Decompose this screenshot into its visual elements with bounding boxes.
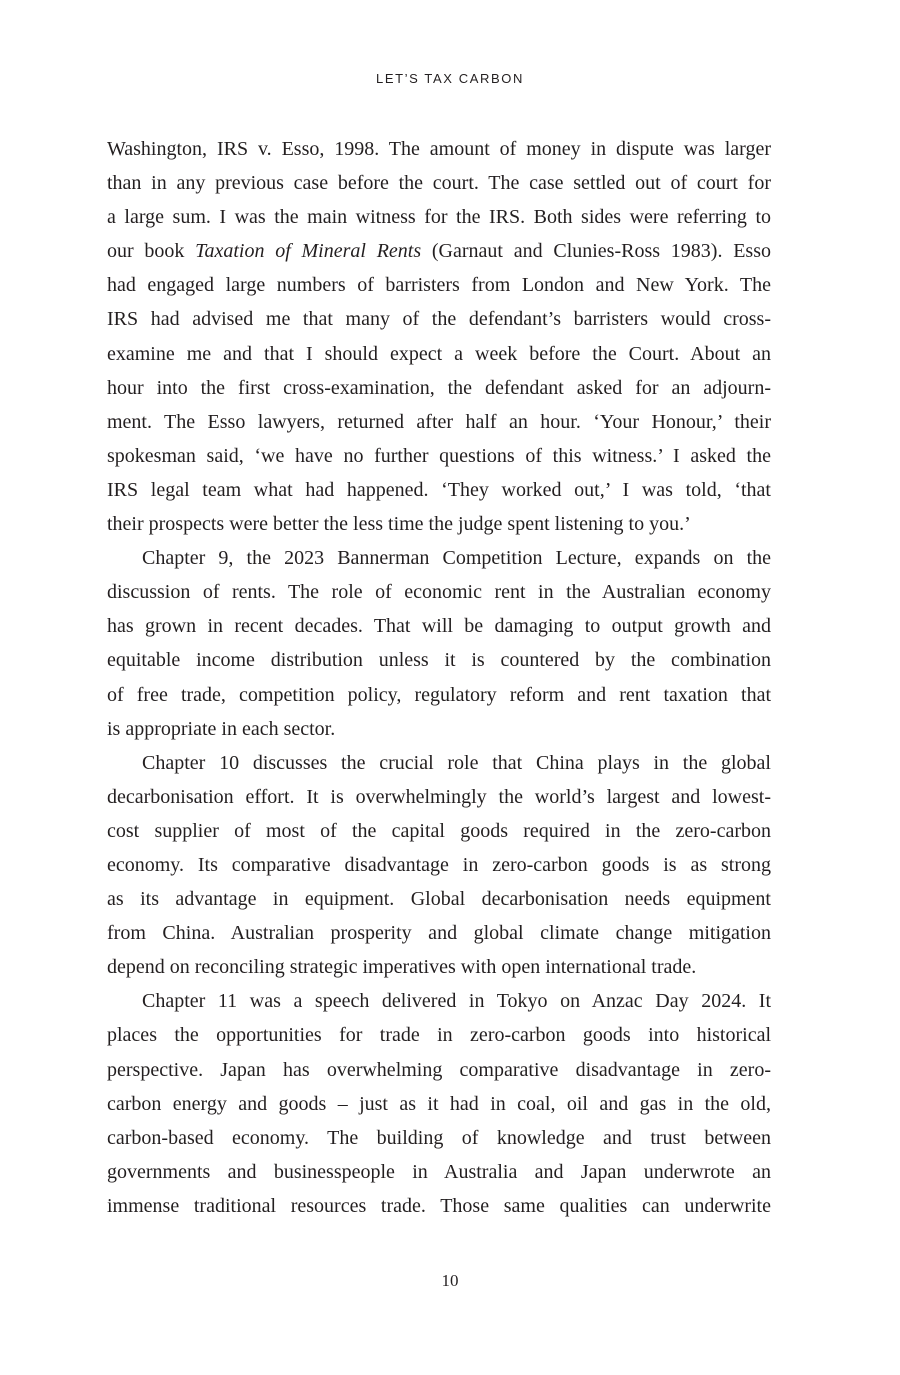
text-line: IRS had advised me that many of the defendant’s barristers would cross- bbox=[107, 308, 771, 331]
paragraph bbox=[107, 132, 771, 541]
text-line: governments and businesspeople in Australia and Japan underwrote an bbox=[107, 1160, 771, 1183]
text-line: a large sum. I was the main witness for the IRS. Both sides were referring to bbox=[107, 206, 771, 229]
text-line: had engaged large numbers of barristers from London and New York. The bbox=[107, 274, 771, 297]
text-line: depend on reconciling strategic imperatives with open international trade. bbox=[107, 956, 697, 979]
text-line: Chapter 10 discusses the crucial role that China plays in the global bbox=[142, 751, 771, 774]
body-text bbox=[107, 132, 771, 1223]
text-line: spokesman said, ‘we have no further questions of this witness.’ I asked the bbox=[107, 444, 771, 467]
text-line: their prospects were better the less time the judge spent listening to you.’ bbox=[107, 513, 691, 536]
text-line: carbon-based economy. The building of knowledge and trust between bbox=[107, 1126, 771, 1149]
text-line: economy. Its comparative disadvantage in zero-carbon goods is as strong bbox=[107, 853, 771, 876]
text-line: than in any previous case before the court. The case settled out of court for bbox=[107, 172, 771, 195]
text-line: places the opportunities for trade in zero-carbon goods into historical bbox=[107, 1024, 771, 1047]
text-line: examine me and that I should expect a week before the Court. About an bbox=[107, 342, 771, 365]
text-line: Chapter 9, the 2023 Bannerman Competition Lecture, expands on the bbox=[142, 547, 771, 570]
text-line: perspective. Japan has overwhelming comparative disadvantage in zero- bbox=[107, 1058, 771, 1081]
text-line: decarbonisation effort. It is overwhelmingly the world’s largest and lowest- bbox=[107, 785, 771, 808]
text-line: is appropriate in each sector. bbox=[107, 717, 336, 740]
text-line: ment. The Esso lawyers, returned after half an hour. ‘Your Honour,’ their bbox=[107, 410, 771, 433]
text-line: discussion of rents. The role of economic rent in the Australian economy bbox=[107, 581, 771, 604]
book-title: Taxation of Mineral Rents bbox=[195, 240, 422, 263]
text-line: Chapter 11 was a speech delivered in Tokyo on Anzac Day 2024. It bbox=[142, 990, 771, 1013]
page-number: 10 bbox=[441, 1271, 459, 1290]
text-line: of free trade, competition policy, regulatory reform and rent taxation that bbox=[107, 683, 771, 706]
text-line: has grown in recent decades. That will be damaging to output growth and bbox=[107, 615, 771, 638]
paragraph bbox=[107, 541, 771, 746]
text-line: cost supplier of most of the capital goods required in the zero-carbon bbox=[107, 819, 771, 842]
text-line: our book Taxation of Mineral Rents (Garnaut and Clunies-Ross 1983). Esso bbox=[107, 240, 771, 263]
text-line: carbon energy and goods – just as it had in coal, oil and gas in the old, bbox=[107, 1092, 771, 1115]
text-line: hour into the first cross-examination, the defendant asked for an adjourn- bbox=[107, 376, 771, 399]
text-line: IRS legal team what had happened. ‘They worked out,’ I was told, ‘that bbox=[107, 478, 771, 501]
text-line: from China. Australian prosperity and global climate change mitigation bbox=[107, 922, 771, 945]
running-head: LET’S TAX CARBON bbox=[376, 71, 524, 86]
text-line: immense traditional resources trade. Those same qualities can underwrite bbox=[107, 1194, 771, 1217]
text-line: Washington, IRS v. Esso, 1998. The amount of money in dispute was larger bbox=[107, 138, 771, 160]
paragraph bbox=[107, 984, 771, 1223]
text-line: equitable income distribution unless it is countered by the combination bbox=[107, 649, 771, 672]
text-line: as its advantage in equipment. Global decarbonisation needs equipment bbox=[107, 888, 771, 911]
paragraph bbox=[107, 746, 771, 985]
